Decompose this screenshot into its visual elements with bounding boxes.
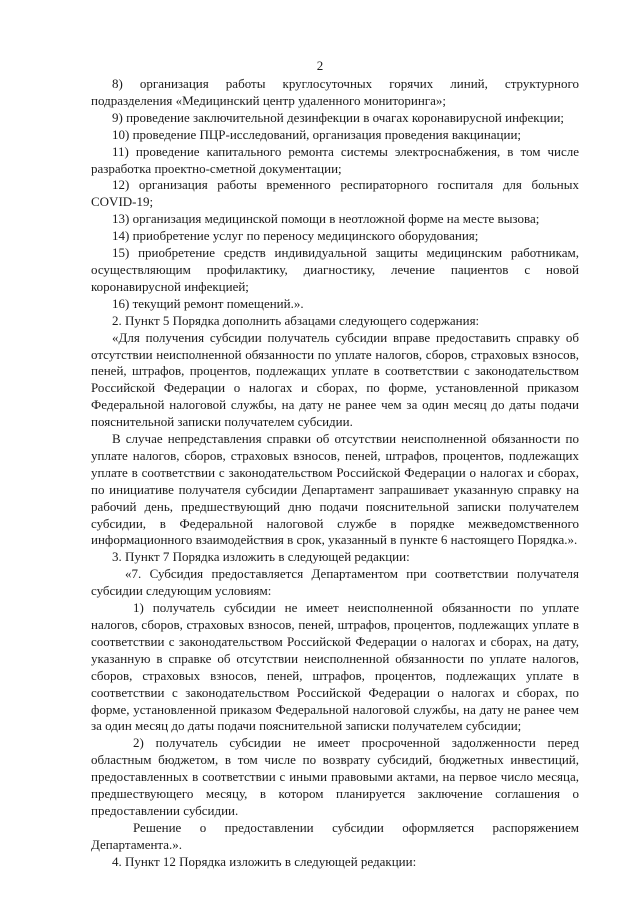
paragraph-item-14: 14) приобретение услуг по переносу медицинского оборудования; bbox=[112, 228, 479, 244]
paragraph-decision: Решение о предоставлении субсидии оформляется распоряжением Департамента.». bbox=[91, 819, 579, 852]
paragraph-item-10: 10) проведение ПЦР-исследований, организация проведения вакцинации; bbox=[112, 126, 522, 142]
paragraph-clause-7: «7. Субсидия предоставляется Департаментом при соответствии получателя субсидии следующим условиям: bbox=[91, 566, 579, 599]
page-number: 2 bbox=[316, 58, 324, 73]
paragraph-condition-2: 2) получатель субсидии не имеет просроченной задолженности перед областным бюджетом, в том числе по возврату субсидий, бюджетных инвестиций, предоставленных в соответствии с иными правовыми актами, на первое число месяца, предшествующего месяцу, в котором планируется заключение соглашения о предоставлении субсидии. bbox=[91, 735, 579, 818]
paragraph-amendment-2: 2. Пункт 5 Порядка дополнить абзацами следующего содержания: bbox=[112, 312, 480, 328]
paragraph-item-11: 11) проведение капитального ремонта системы электроснабжения, в том числе разработка проектно-сметной документации; bbox=[91, 143, 579, 176]
paragraph-condition-1: 1) получатель субсидии не имеет неисполненной обязанности по уплате налогов, сборов, страховых взносов, пеней, штрафов, процентов, подлежащих уплате в соответствии с законодательством Российской Федерации о налогах и сборах, на дату, указанную в справке об отсутствии неисполненной обязанности по уплате налогов, сборов, страховых взносов, пеней, штрафов, процентов, подлежащих уплате в соответствии с законодательством Российской Федерации о налогах и сборах, по форме, установленной приказом Федеральной налоговой службы, на дату не ранее чем за один месяц до даты подачи пояснительной записки получателем субсидии; bbox=[91, 600, 579, 734]
paragraph-item-16: 16) текущий ремонт помещений.». bbox=[112, 295, 304, 311]
document-body bbox=[91, 76, 579, 871]
paragraph-item-8: 8) организация работы круглосуточных горячих линий, структурного подразделения «Медицинский центр удаленного мониторинга»; bbox=[91, 76, 579, 108]
paragraph-item-9: 9) проведение заключительной дезинфекции в очагах коронавирусной инфекции; bbox=[112, 109, 565, 125]
paragraph-amendment-3: 3. Пункт 7 Порядка изложить в следующей редакции: bbox=[112, 549, 410, 565]
paragraph-item-12: 12) организация работы временного респираторного госпиталя для больных COVID-19; bbox=[91, 177, 579, 210]
paragraph-item-13: 13) организация медицинской помощи в неотложной форме на месте вызова; bbox=[112, 211, 540, 227]
paragraph-certificate-absence: В случае непредставления справки об отсутствии неисполненной обязанности по уплате налогов, сборов, страховых взносов, пеней, штрафов, процентов, подлежащих уплате в соответствии с законодательством Российской Федерации о налогах и сборах, по инициативе получателя субсидии Департамент запрашивает указанную справку на рабочий день, предшествующий дню подачи пояснительной записки получателем субсидии, в Федеральной налоговой службе в порядке межведомственного информационного взаимодействия в срок, указанный в пункте 6 настоящего Порядка.». bbox=[91, 431, 579, 548]
paragraph-amendment-4: 4. Пункт 12 Порядка изложить в следующей редакции: bbox=[112, 853, 417, 869]
paragraph-certificate-request: «Для получения субсидии получатель субсидии вправе предоставить справку об отсутствии неисполненной обязанности по уплате налогов, сборов, страховых взносов, пеней, штрафов, процентов, подлежащих уплате в соответствии с законодательством Российской Федерации о налогах и сборах, по форме, установленной приказом Федеральной налоговой службы, на дату не ранее чем за один месяц до даты подачи пояснительной записки получателем субсидии. bbox=[91, 329, 579, 430]
paragraph-item-15: 15) приобретение средств индивидуальной защиты медицинским работникам, осуществляющим профилактику, диагностику, лечение пациентов с новой коронавирусной инфекцией; bbox=[91, 245, 579, 294]
